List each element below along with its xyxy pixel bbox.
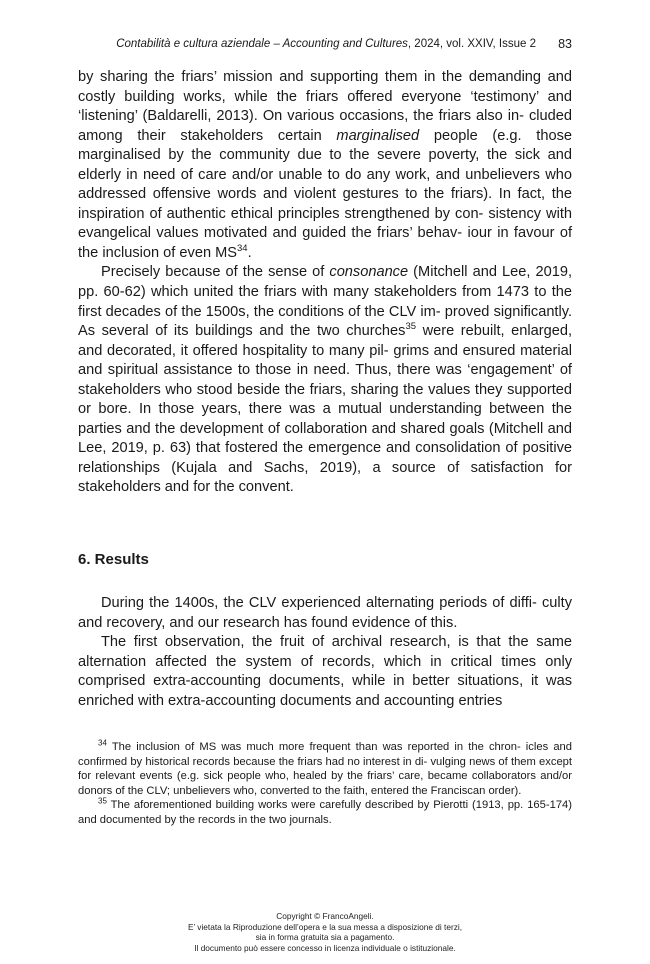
footnotes <box>78 740 572 828</box>
footnote-35 <box>78 798 572 827</box>
footnote-34 <box>78 740 572 798</box>
footnote-text: The aforementioned building works were carefully described by Pierotti (1913, pp. 165-174) and documented by the records in the two journals. <box>78 799 572 826</box>
results-paragraph-1: During the 1400s, the CLV experienced alternating periods of diffi- culty and recovery, and our research has found evidence of this. <box>78 595 572 631</box>
text-run: were rebuilt, enlarged, and decorated, it offered hospitality to many pil- grims and ensured material and spiritual assistance to those in need. Thus, there was ‘engagement’ of stakeholders who stood beside the friars, sharing the values they supported or bore. In those years, there was a mutual understanding between the parties and the development of collaboration and shared goals (Mitchell and Lee, 2019, p. 63) that fostered the emergence and consolidation of positive relationships (Kujala and Sachs, 2019), a source of satisfaction for stakeholders and for the convent. <box>78 323 573 496</box>
journal-citation <box>116 38 536 50</box>
copyright-notice <box>0 911 650 953</box>
footnote-ref-34[interactable]: 34 <box>237 243 248 255</box>
footnote-number: 35 <box>98 796 107 806</box>
footnote-text: The inclusion of MS was much more frequent than was reported in the chron- icles and confirmed by historical records because the friars had no interest in di- vulging news of them except for relevant events (e.g. sick people who, healed by the friars’ care, became collaborators and/or donors of the CLV; unbelievers who, converted to the faith, entered the Franciscan order). <box>78 741 572 797</box>
footnote-ref-35[interactable]: 35 <box>405 321 417 333</box>
results-body-text <box>78 594 572 711</box>
journal-issue: , 2024, vol. XXIV, Issue 2 <box>407 38 536 50</box>
paragraph-continuation <box>78 68 572 263</box>
emphasis-marginalised: marginalised <box>336 127 420 144</box>
text-run: people (e.g. those marginalised by the community due to the severe poverty, the sick and elderly in need of care and/or unable to do any work, and unbelievers who addressed offensive words and violent gestures to the friars). In fact, the inspiration of authentic ethical principles strengthened by con- sistency with evangelical values motivated and guided the friars’ behav- iour in favour of the inclusion of even MS <box>78 127 573 261</box>
running-header <box>78 37 572 55</box>
copyright-line: Copyright © FrancoAngeli. <box>276 911 374 921</box>
copyright-line: sia in forma gratuita sia a pagamento. <box>255 932 395 942</box>
text-run: (Mitchell and Lee, 2019, pp. 60-62) which united the friars with many stakeholders from 1473 to the first decades of the 1500s, the conditions of the CLV im- proved significantly. As several of its buildings and the two churches <box>78 264 572 340</box>
page-number: 83 <box>558 37 572 51</box>
journal-title: Contabilità e cultura aziendale – Accounting and Cultures <box>116 38 408 50</box>
main-body-text <box>78 68 572 498</box>
paragraph-consonance <box>78 263 572 498</box>
text-run: . <box>247 244 252 261</box>
section-heading-results: 6. Results <box>78 551 149 568</box>
text-run: by sharing the friars’ mission and supporting them in the demanding and costly building works, while the friars offered everyone ‘testimony’ and ‘listening’ (Baldarelli, 2013). On various occasions, the friars also in- cluded among their stakeholders certain <box>78 69 572 144</box>
copyright-line: Il documento può essere concesso in licenza individuale o istituzionale. <box>194 942 456 953</box>
footnote-number: 34 <box>98 738 107 748</box>
text-run: Precisely because of the sense of <box>101 264 330 281</box>
results-paragraph-2: The first observation, the fruit of archival research, is that the same alternation affected the system of records, which in critical times only comprised extra-accounting documents, while in better situations, it was enriched with extra-accounting documents and accounting entries <box>78 634 572 709</box>
emphasis-consonance: consonance <box>329 264 409 281</box>
copyright-line: E’ vietata la Riproduzione dell’opera e la sua messa a disposizione di terzi, <box>187 921 463 932</box>
